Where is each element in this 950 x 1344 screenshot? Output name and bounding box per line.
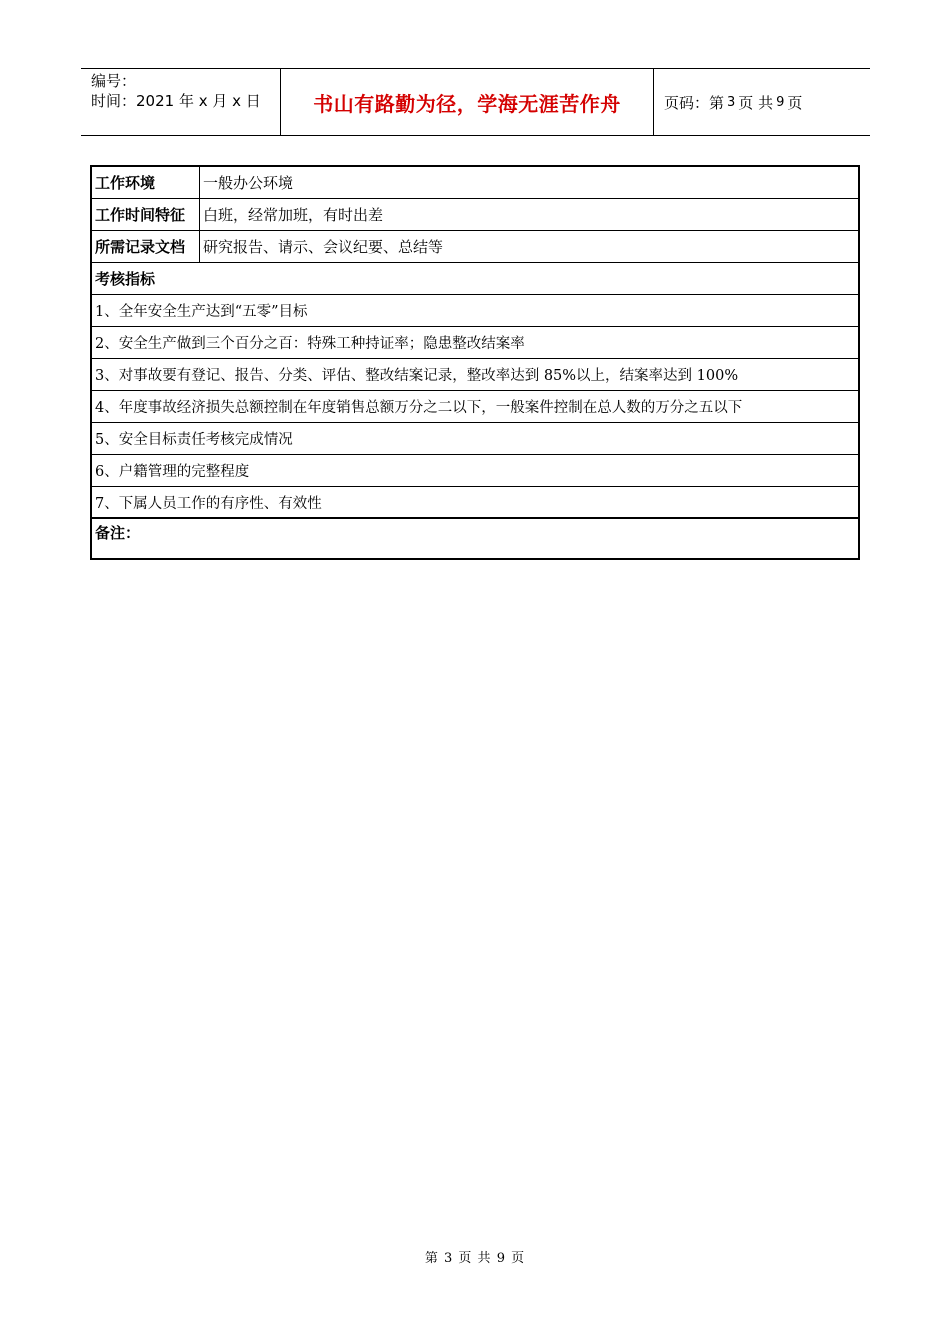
job-description-table: [90, 165, 860, 560]
page-mid: 页 共: [738, 93, 774, 112]
remark-label: 备注：: [95, 524, 141, 542]
row-label: 工作环境: [92, 167, 200, 198]
row-value: 白班，经常加班，有时出差: [203, 206, 384, 224]
table-row-kpi-title: [92, 263, 858, 295]
kpi-item: 3、对事故要有登记、报告、分类、评估、整改结案记录，整改率达到 85%以上，结案率达到 100%: [95, 368, 739, 384]
table-row-environment: [92, 167, 858, 199]
kpi-item: 5、安全目标责任考核完成情况: [95, 432, 293, 448]
kpi-item: 4、年度事故经济损失总额控制在年度销售总额万分之二以下，一般案件控制在总人数的万分之五以下: [95, 400, 743, 416]
table-row-kpi-item: [92, 359, 858, 391]
row-value: 一般办公环境: [203, 174, 294, 192]
document-header: [81, 68, 870, 136]
kpi-item: 7、下属人员工作的有序性、有效性: [95, 495, 322, 512]
page-suffix: 页: [787, 93, 803, 112]
page-prefix: 页码：第: [664, 93, 725, 112]
table-row-kpi-item: [92, 487, 858, 519]
kpi-item: 1、全年安全生产达到“五零”目标: [95, 304, 308, 320]
table-row-kpi-item: [92, 327, 858, 359]
kpi-item: 2、安全生产做到三个百分之百：特殊工种持证率；隐患整改结案率: [95, 336, 525, 352]
header-page-number: [654, 69, 870, 135]
page-footer: 第 3 页 共 9 页: [424, 1251, 526, 1266]
header-info: [81, 69, 281, 135]
table-row-remark: [92, 519, 858, 558]
table-row-work-time: [92, 199, 858, 231]
header-motto: 书山有路勤为径，学海无涯苦作舟: [281, 69, 654, 135]
row-label: 工作时间特征: [92, 199, 200, 230]
table-row-kpi-item: [92, 391, 858, 423]
table-row-kpi-item: [92, 295, 858, 327]
table-row-kpi-item: [92, 423, 858, 455]
kpi-title: 考核指标: [95, 270, 156, 288]
page-current: 3: [727, 94, 736, 110]
table-row-documents: [92, 231, 858, 263]
table-row-kpi-item: [92, 455, 858, 487]
row-value: 研究报告、请示、会议纪要、总结等: [203, 238, 444, 256]
row-label: 所需记录文档: [92, 231, 200, 262]
page-total: 9: [776, 94, 785, 110]
kpi-item: 6、户籍管理的完整程度: [95, 464, 250, 480]
number-label: 编号：: [91, 72, 137, 90]
date-label: 时间：2021 年 x 月 x 日: [91, 92, 261, 110]
